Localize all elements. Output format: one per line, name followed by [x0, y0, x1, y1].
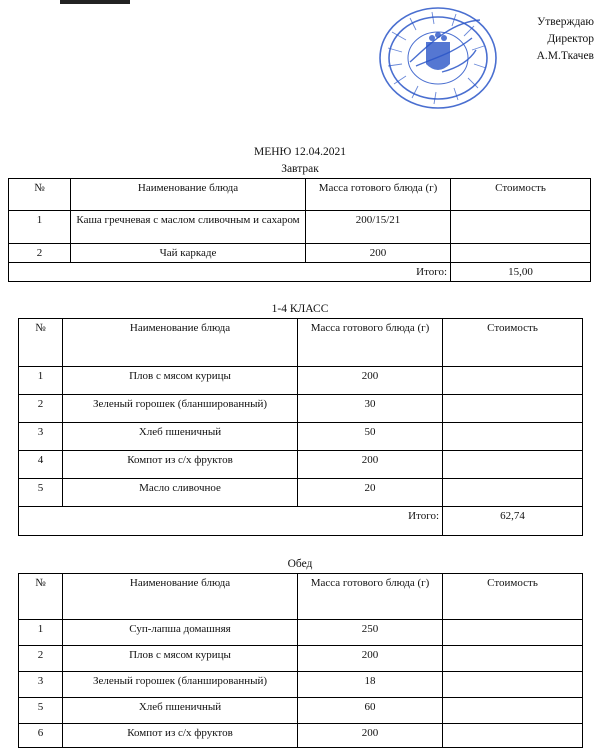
- col-header-mass: Масса готового блюда (г): [298, 574, 443, 620]
- section-title-breakfast: Завтрак: [281, 163, 319, 175]
- table-row: 2 Плов с мясом курицы 200: [19, 646, 583, 672]
- total-row: [19, 507, 583, 536]
- approval-line-position: Директор: [547, 33, 594, 45]
- col-header-dish: Наименование блюда: [63, 574, 298, 620]
- col-header-mass: Масса готового блюда (г): [298, 319, 443, 367]
- lunch-table: [18, 573, 583, 748]
- section-title-lunch: Обед: [287, 558, 313, 570]
- top-edge-mark: [60, 0, 130, 4]
- col-header-dish: Наименование блюда: [63, 319, 298, 367]
- grades-table: [18, 318, 583, 536]
- col-header-number: №: [9, 179, 71, 211]
- table-header-row: [19, 319, 583, 367]
- menu-title: МЕНЮ 12.04.2021: [254, 146, 346, 158]
- table-row: 3 Хлеб пшеничный 50: [19, 423, 583, 451]
- approval-line-approve: Утверждаю: [537, 16, 594, 28]
- table-row: 3 Зеленый горошек (бланшированный) 18: [19, 672, 583, 698]
- total-row: [9, 263, 591, 282]
- table-header-row: [9, 179, 591, 211]
- total-value: 15,00: [451, 263, 591, 282]
- col-header-dish: Наименование блюда: [71, 179, 306, 211]
- table-row: 2 Зеленый горошек (бланшированный) 30: [19, 395, 583, 423]
- table-header-row: [19, 574, 583, 620]
- table-row: 2 Чай каркаде 200: [9, 244, 591, 263]
- breakfast-table: [8, 178, 591, 282]
- col-header-price: Стоимость: [443, 319, 583, 367]
- table-row: 4 Компот из с/х фруктов 200: [19, 451, 583, 479]
- table-row: 5 Масло сливочное 20: [19, 479, 583, 507]
- approval-line-name: А.М.Ткачев: [536, 50, 594, 62]
- total-label: Итого:: [19, 507, 443, 536]
- table-row: 6 Компот из с/х фруктов 200: [19, 724, 583, 748]
- total-value: 62,74: [443, 507, 583, 536]
- table-row: 1 Каша гречневая с маслом сливочным и сахаром 200/15/21: [9, 211, 591, 244]
- col-header-number: №: [19, 574, 63, 620]
- table-row: 5 Хлеб пшеничный 60: [19, 698, 583, 724]
- col-header-price: Стоимость: [443, 574, 583, 620]
- section-title-grades: 1-4 КЛАСС: [271, 303, 329, 315]
- approval-block: [470, 14, 594, 65]
- col-header-price: Стоимость: [451, 179, 591, 211]
- col-header-mass: Масса готового блюда (г): [306, 179, 451, 211]
- col-header-number: №: [19, 319, 63, 367]
- table-row: 1 Плов с мясом курицы 200: [19, 367, 583, 395]
- total-label: Итого:: [9, 263, 451, 282]
- table-row: 1 Суп-лапша домашняя 250: [19, 620, 583, 646]
